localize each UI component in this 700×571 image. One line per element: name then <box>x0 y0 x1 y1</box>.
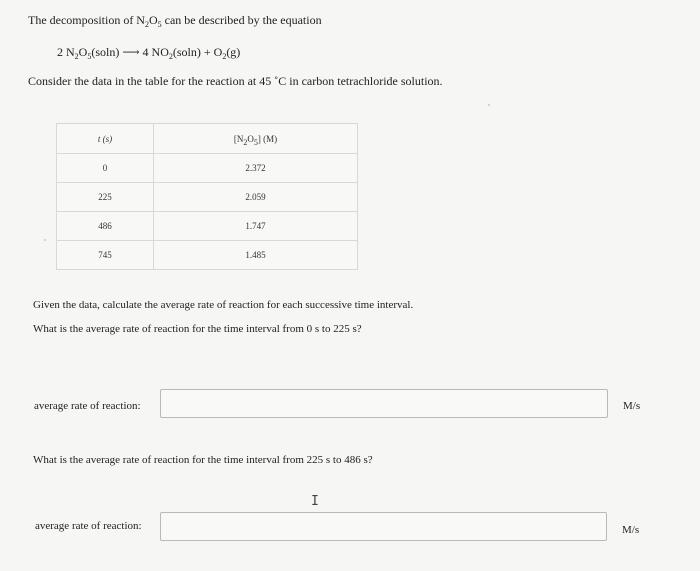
table-row <box>57 183 358 212</box>
answer-2-input[interactable] <box>160 512 607 541</box>
reaction-equation: 2 $N_2O_5(soln)$ ⟶ 4 $NO_2(soln) + O_2(g)$ <box>57 45 241 61</box>
consider-text: Consider the data in the table for the reaction at 45 ˚C in carbon tetrachloride solution. <box>28 74 443 88</box>
answer-2-unit: M/s <box>622 524 640 536</box>
instructions-text: Given the data, calculate the average rate of reaction for each successive time interval. <box>33 299 414 311</box>
time-cell: 0 <box>57 154 154 183</box>
stray-mark <box>44 239 46 241</box>
concentration-column-header: $[N_2O_5]$ (M) <box>154 124 358 154</box>
answer-1-unit: M/s <box>623 400 641 412</box>
time-cell: 225 <box>57 183 154 212</box>
concentration-cell: 1.485 <box>154 241 358 270</box>
answer-2-label: average rate of reaction: <box>35 520 142 532</box>
time-cell: 486 <box>57 212 154 241</box>
question-2-text: What is the average rate of reaction for the time interval from 225 s to 486 s? <box>33 454 373 466</box>
problem-intro: The decomposition of $N_2O_5$ can be described by the equation <box>28 13 322 29</box>
kinetics-data-table <box>56 123 358 270</box>
concentration-cell: 2.059 <box>154 183 358 212</box>
question-1-text: What is the average rate of reaction for the time interval from 0 s to 225 s? <box>33 323 362 335</box>
time-cell: 745 <box>57 241 154 270</box>
table-row <box>57 154 358 183</box>
text-cursor-icon: I <box>311 494 319 509</box>
stray-mark <box>488 104 490 106</box>
concentration-cell: 2.372 <box>154 154 358 183</box>
concentration-cell: 1.747 <box>154 212 358 241</box>
table-row <box>57 212 358 241</box>
table-row <box>57 241 358 270</box>
time-column-header: t (s) <box>57 124 154 154</box>
answer-1-input[interactable] <box>160 389 608 418</box>
answer-1-label: average rate of reaction: <box>34 400 141 412</box>
table-header-row <box>57 124 358 154</box>
